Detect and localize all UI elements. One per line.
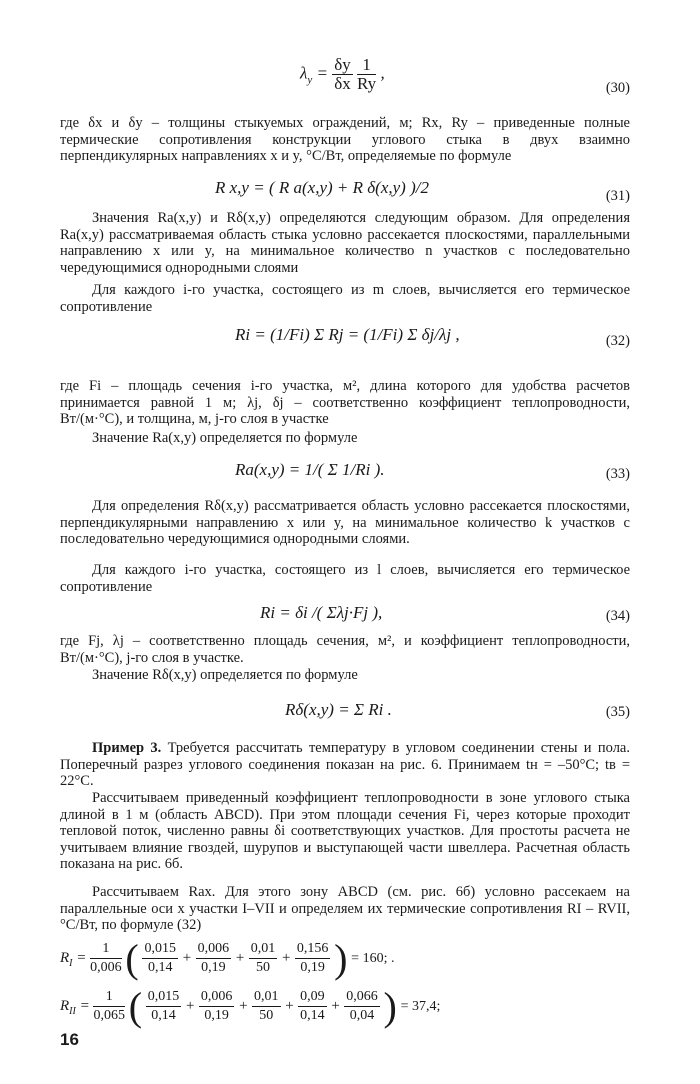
- equation-33: Ra(x,y) = 1/( Σ 1/Ri ).: [235, 460, 385, 479]
- paragraph-example-3: [60, 740, 630, 790]
- calc-r2: $R_{II}$ = $\frac{1}{0,065}$ ( $\frac{0,015}{0,14}$ + $\frac{0,006}{0,19}$ + $\frac{0,01}{50}$ + $\frac{0,09}{0,14}$ + $\frac{0,066}{0,04}$ ) = 37,4;: [60, 984, 441, 1029]
- equation-30-number: (30): [605, 80, 630, 96]
- paragraph-7: Для каждого i-го участка, состоящего из l слоев, вычисляется его термическое сопротивление: [60, 562, 630, 595]
- example-label: Пример 3.: [92, 740, 162, 756]
- equation-34: Ri = δi /( Σλj·Fj ),: [260, 603, 383, 622]
- paragraph-2: Значения Ra(x,y) и Rδ(x,y) определяются следующим образом. Для определения Ra(x,y) рассматриваемая область стыка условно рассекается плоскостями, параллельными направлению x или y, на минимальное количество n участков с последовательно чередующимися однородными слоями: [60, 210, 630, 276]
- paragraph-5: Значение Ra(x,y) определяется по формуле: [92, 430, 358, 446]
- equation-35-number: (35): [605, 704, 630, 720]
- calc-r1: $R_I$ = $\frac{1}{0,006}$ ( $\frac{0,015}{0,14}$ + $\frac{0,006}{0,19}$ + $\frac{0,01}{50}$ + $\frac{0,156}{0,19}$ ) = 160; .: [60, 936, 395, 981]
- equation-32-number: (32): [605, 333, 630, 349]
- equation-35: Rδ(x,y) = Σ Ri .: [285, 700, 392, 719]
- equation-33-number: (33): [605, 466, 630, 482]
- paragraph-8: где Fj, λj – соответственно площадь сечения, м², и коэффициент теплопроводности, Вт/(м·°С), j-го слоя в участке.: [60, 633, 630, 666]
- paragraph-1: где δx и δy – толщины стыкуемых ограждений, м; Rx, Ry – приведенные полные термические сопротивления конструкции углового стыка в двух взаимно перпендикулярных направлениях x и y, °С/Вт, определяемые по формуле: [60, 115, 630, 164]
- paragraph-12: Рассчитываем Rax. Для этого зону ABCD (см. рис. 6б) условно рассекаем на параллельные оси x участки I–VII и определяем их термические сопротивления RI – RVII, °С/Вт, по формуле (32): [60, 884, 630, 933]
- paragraph-6: Для определения Rδ(x,y) рассматривается область условно рассекается плоскостями, перпендикулярными направлению x или y, на минимальное количество k участков с последовательно чередующимися однородными слоями.: [60, 498, 630, 547]
- page-number: 16: [60, 1030, 79, 1049]
- paragraph-4: где Fi – площадь сечения i-го участка, м², длина которого для удобства расчетов принимается равной 1 м; λj, δj – соответственно коэффициент теплопроводности, Вт/(м·°С), и толщина, м, j-го слоя в участке: [60, 378, 630, 427]
- equation-34-number: (34): [605, 608, 630, 624]
- equation-32: Ri = (1/Fi) Σ Rj = (1/Fi) Σ δj/λj ,: [235, 325, 460, 344]
- paragraph-9: Значение Rδ(x,y) определяется по формуле: [92, 667, 358, 683]
- equation-30: $\lambda_y$ = $\frac{\delta y}{\delta x}$ $\frac{1}{Ry}$ ,: [300, 55, 385, 93]
- paragraph-11: Рассчитываем приведенный коэффициент теплопроводности в зоне углового стыка длиной в 1 м (область ABCD). При этом площади сечения Fi, через которые проходит тепловой поток, численно равны δi соответствующих участков. Для простоты расчета не учитываем влияние гвоздей, шурупов и выступающей части швеллера. Расчетная область показана на рис. 6б.: [60, 790, 630, 872]
- example-text: Требуется рассчитать температуру в угловом соединении стены и пола. Поперечный разрез углового соединения показан на рис. 6. Принимаем tн = –50°С; tв = 22°С.: [60, 740, 630, 789]
- paragraph-3: Для каждого i-го участка, состоящего из m слоев, вычисляется его термическое сопротивление: [60, 282, 630, 315]
- equation-31: R x,y = ( R a(x,y) + R δ(x,y) )/2: [215, 178, 429, 197]
- equation-31-number: (31): [605, 188, 630, 204]
